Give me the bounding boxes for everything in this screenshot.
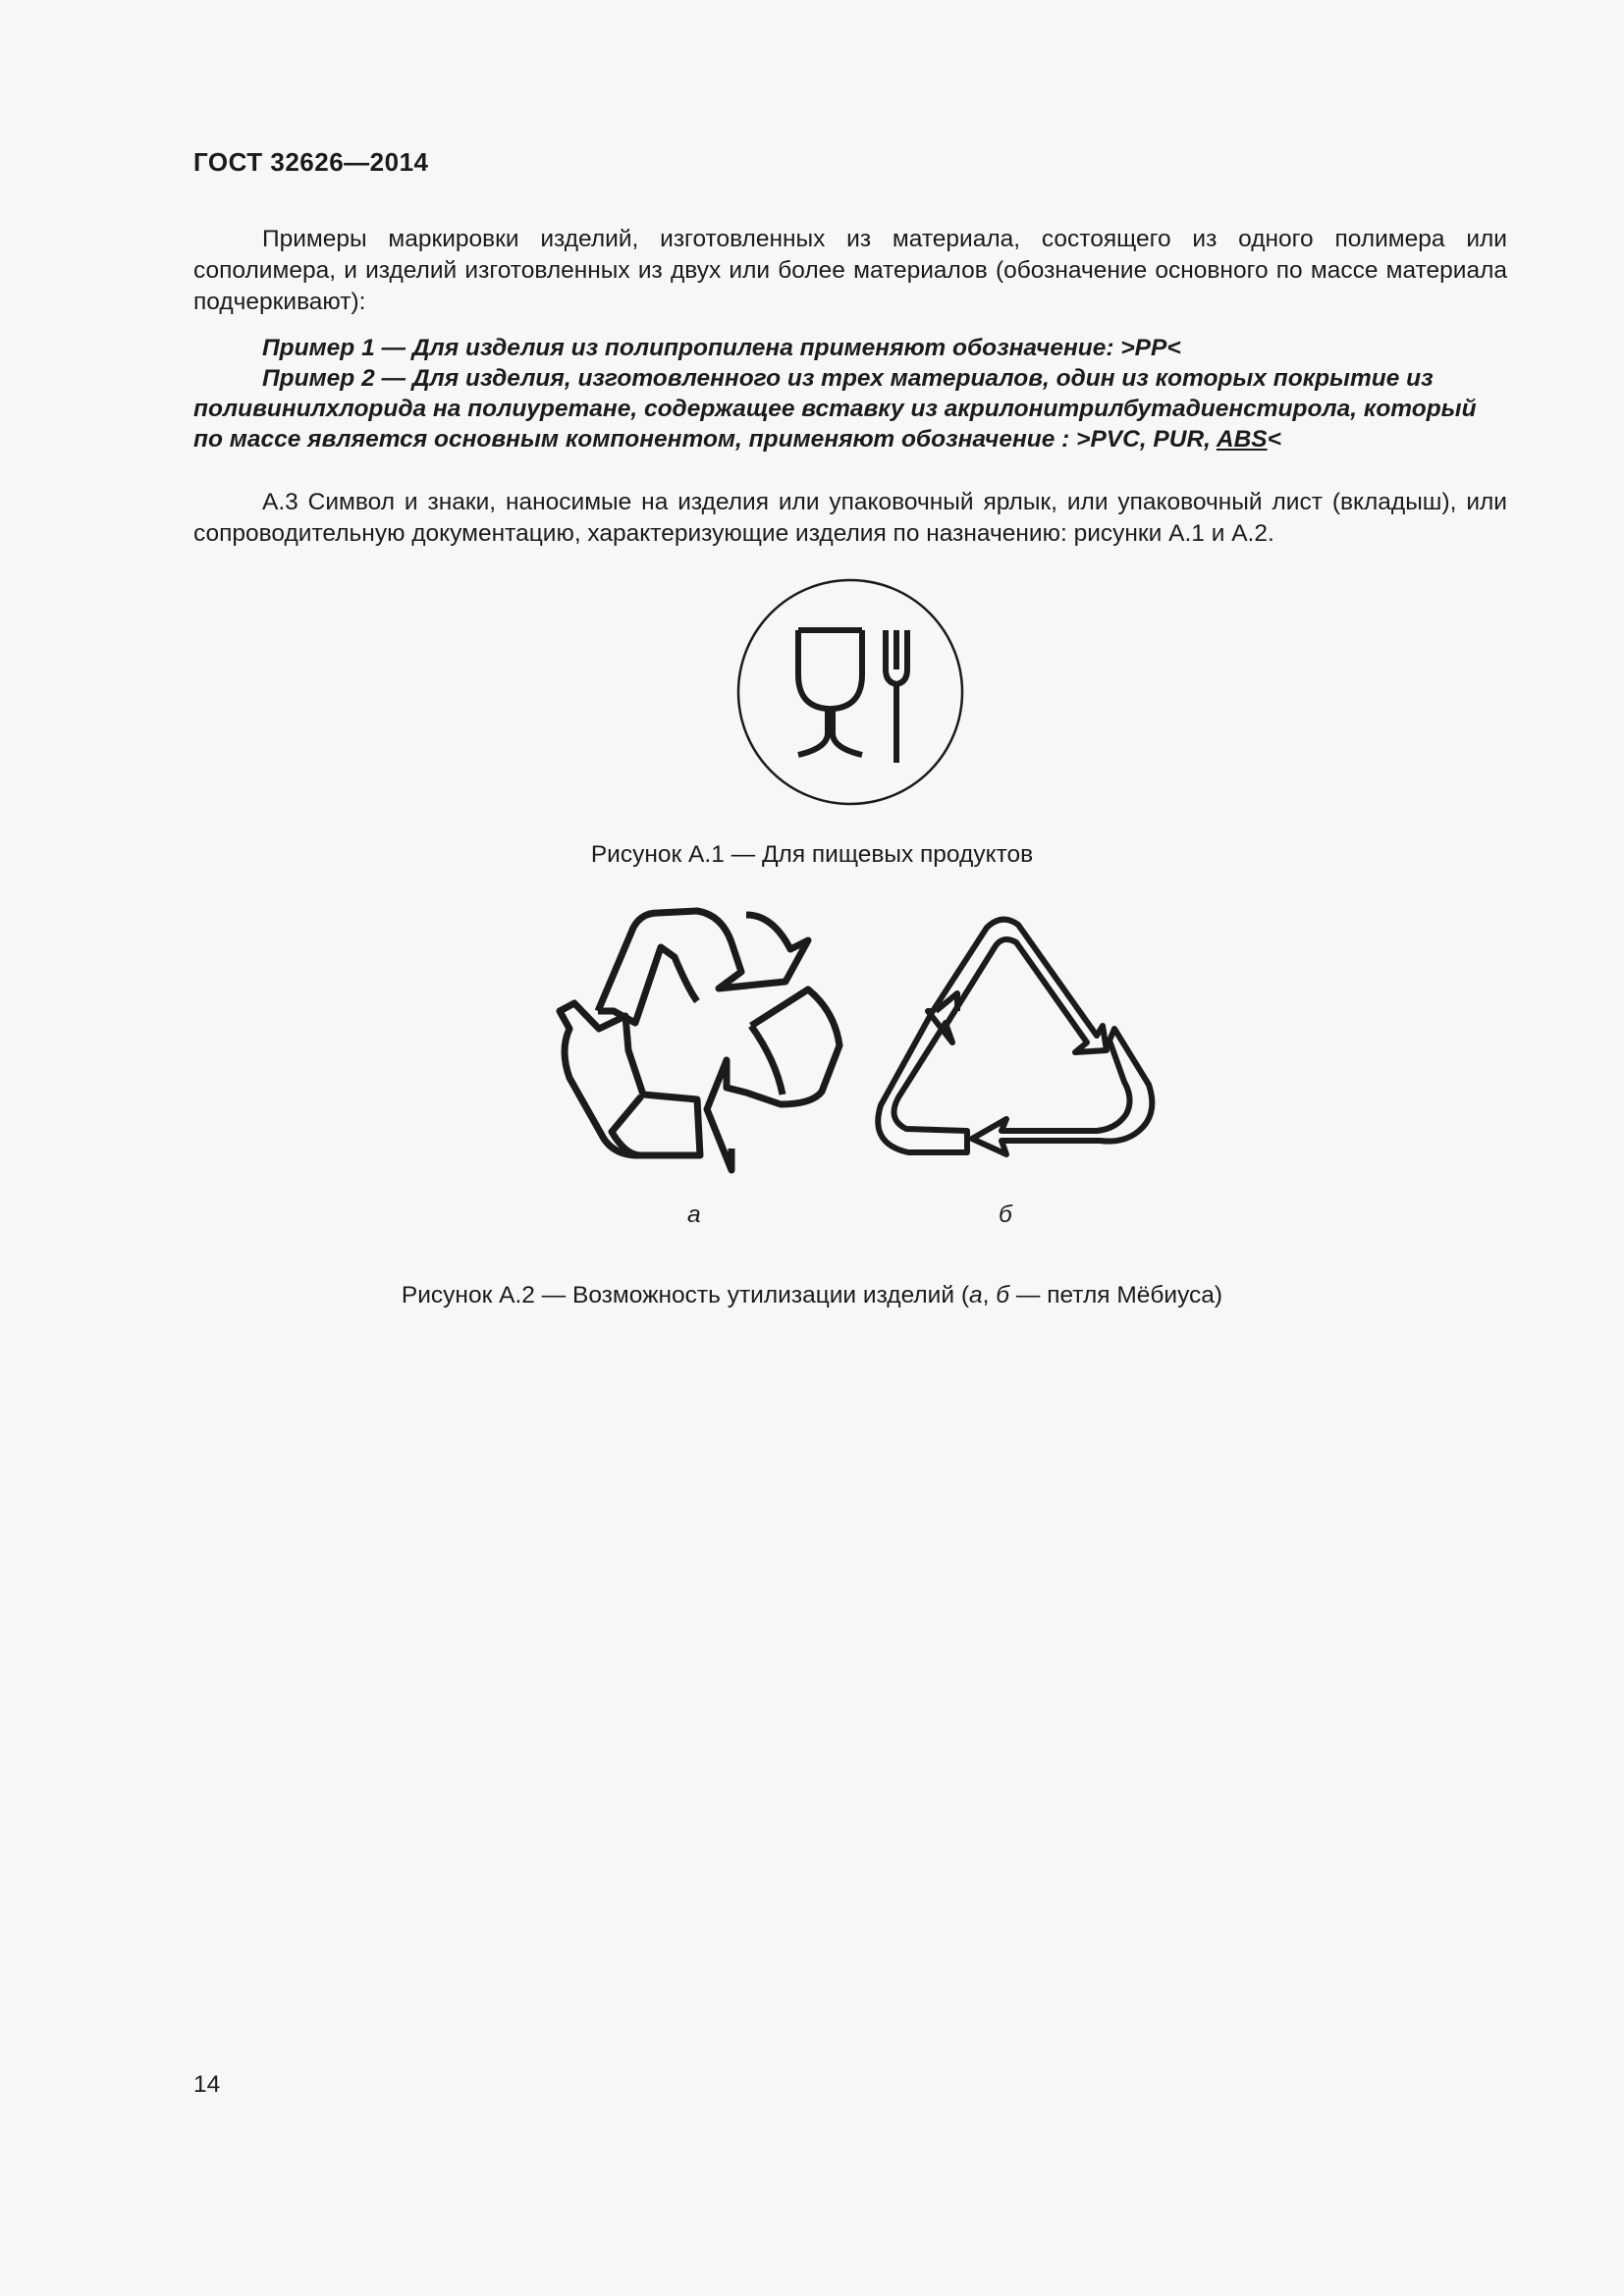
example-2-end: <: [1267, 426, 1281, 453]
recycle-arrows-icon: [555, 903, 849, 1198]
caption-label-a: а: [969, 1282, 983, 1308]
example-1: Пример 1 — Для изделия из полипропилена применяют обозначение: >PP<: [262, 335, 1181, 361]
examples-block: [193, 333, 1507, 454]
underlined-main-material: ABS: [1216, 426, 1268, 453]
figure-a1-caption: Рисунок А.1 — Для пищевых продуктов: [590, 841, 1034, 868]
caption-text: Рисунок А.2 — Возможность утилизации изделий (: [401, 1282, 970, 1308]
food-contact-glass-fork-icon: [734, 576, 968, 810]
section-a3-paragraph: А.3 Символ и знаки, наносимые на изделия или упаковочный ярлык, или упаковочный лист (вкладыш), или сопроводительную документацию, характеризующие изделия по назначению: рисунки А.1 и А.2.: [193, 489, 1507, 547]
example-2-line-3: [193, 424, 1507, 454]
caption-separator: ,: [982, 1282, 997, 1308]
page-number: 14: [193, 2071, 221, 2098]
figure-a2-label-a: а: [687, 1201, 701, 1228]
figure-a2-label-b: б: [999, 1201, 1012, 1228]
figure-a2-caption: [0, 1282, 1624, 1309]
caption-text-end: — петля Мёбиуса): [1009, 1282, 1223, 1308]
example-2-line-1: Пример 2 — Для изделия, изготовленного из трех материалов, один из которых покрытие из: [262, 365, 1434, 392]
intro-paragraph: Примеры маркировки изделий, изготовленных из материала, состоящего из одного полимера или сополимера, и изделий изготовленных из двух или более материалов (обозначение основного по массе материала подчеркивают):: [193, 226, 1507, 315]
caption-label-b: б: [996, 1282, 1010, 1308]
example-2-text: по массе является основным компонентом, применяют обозначение : >PVC, PUR,: [193, 426, 1217, 453]
example-2-line-2: поливинилхлорида на полиуретане, содержащее вставку из акрилонитрилбутадиенстирола, который: [193, 396, 1477, 422]
document-header: ГОСТ 32626—2014: [193, 147, 429, 177]
mobius-loop-triangle-icon: [869, 913, 1159, 1178]
